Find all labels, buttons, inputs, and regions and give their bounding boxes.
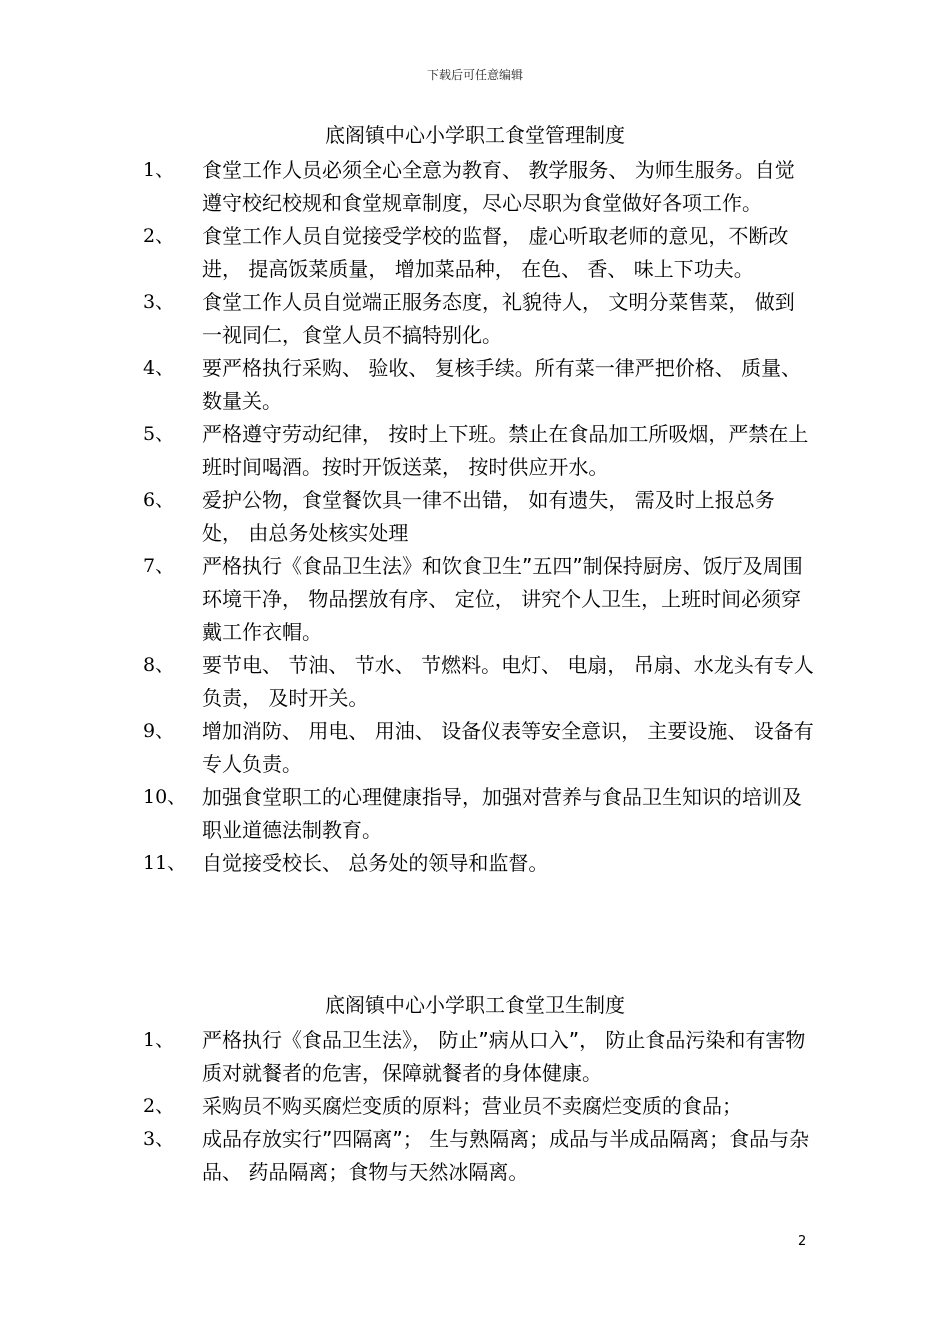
rule-number: 5、: [143, 423, 175, 445]
rule-number: 2、: [143, 1095, 175, 1117]
rule-item: [0, 715, 950, 781]
rule-number: 8、: [143, 654, 175, 676]
rule-text: 增加消防、 用电、 用油、 设备仪表等安全意识， 主要设施、 设备有专人负责。: [202, 719, 814, 776]
rule-item: [0, 781, 950, 847]
rule-item: [0, 352, 950, 418]
rule-number: 6、: [143, 489, 175, 511]
rule-text: 自觉接受校长、 总务处的领导和监督。: [202, 851, 549, 875]
rule-text: 采购员不购买腐烂变质的原料；营业员不卖腐烂变质的食品；: [202, 1094, 742, 1118]
rule-item: [0, 550, 950, 649]
rule-text: 食堂工作人员必须全心全意为教育、 教学服务、 为师生服务。自觉遵守校纪校规和食堂规章制度，尽心尽职为食堂做好各项工作。: [202, 158, 795, 215]
rule-number: 10、: [143, 786, 187, 808]
rule-item: [0, 220, 950, 286]
rule-number: 3、: [143, 1128, 175, 1150]
section-title: 底阁镇中心小学职工食堂卫生制度: [325, 993, 625, 1017]
rule-item: [0, 418, 950, 484]
rule-item: [0, 1090, 950, 1123]
rule-number: 2、: [143, 225, 175, 247]
rule-text: 要严格执行采购、 验收、 复核手续。所有菜一律严把价格、 质量、 数量关。: [202, 356, 802, 413]
rule-item: [0, 847, 950, 880]
rule-number: 11、: [143, 852, 187, 874]
rule-text: 爱护公物，食堂餐饮具一律不出错， 如有遗失， 需及时上报总务处， 由总务处核实处理: [202, 488, 775, 545]
rule-number: 7、: [143, 555, 175, 577]
rule-number: 9、: [143, 720, 175, 742]
rule-text: 加强食堂职工的心理健康指导，加强对营养与食品卫生知识的培训及职业道德法制教育。: [202, 785, 802, 842]
rule-text: 要节电、 节油、 节水、 节燃料。电灯、 电扇， 吊扇、水龙头有专人负责， 及时开关。: [202, 653, 814, 710]
rule-item: [0, 484, 950, 550]
rule-number: 1、: [143, 1029, 175, 1051]
rule-number: 3、: [143, 291, 175, 313]
rule-number: 1、: [143, 159, 175, 181]
rule-number: 4、: [143, 357, 175, 379]
rule-item: [0, 1024, 950, 1090]
rule-item: [0, 286, 950, 352]
rule-text: 严格执行《食品卫生法》和饮食卫生”五四”制保持厨房、饭厅及周围环境干净， 物品摆放有序、 定位， 讲究个人卫生，上班时间必须穿戴工作衣帽。: [202, 554, 803, 644]
section-title: 底阁镇中心小学职工食堂管理制度: [325, 123, 625, 147]
rule-text: 食堂工作人员自觉接受学校的监督， 虚心听取老师的意见，不断改进， 提高饭菜质量， 增加菜品种， 在色、 香、 味上下功夫。: [202, 224, 789, 281]
management-rules-section: [0, 118, 950, 880]
header-note: 下载后可任意编辑: [426, 68, 523, 82]
hygiene-rules-section: [0, 988, 950, 1189]
rule-item: [0, 649, 950, 715]
rule-item: [0, 1123, 950, 1189]
rule-text: 成品存放实行”四隔离”； 生与熟隔离；成品与半成品隔离；食品与杂品、 药品隔离；食物与天然冰隔离。: [202, 1127, 810, 1184]
page-number: 2: [798, 1234, 807, 1249]
rule-text: 严格遵守劳动纪律， 按时上下班。禁止在食品加工所吸烟，严禁在上班时间喝酒。按时开饭送菜， 按时供应开水。: [202, 422, 809, 479]
rule-item: [0, 154, 950, 220]
rule-text: 严格执行《食品卫生法》， 防止”病从口入”， 防止食品污染和有害物质对就餐者的危害，保障就餐者的身体健康。: [202, 1028, 806, 1085]
rule-text: 食堂工作人员自觉端正服务态度，礼貌待人， 文明分菜售菜， 做到一视同仁，食堂人员不搞特别化。: [202, 290, 795, 347]
